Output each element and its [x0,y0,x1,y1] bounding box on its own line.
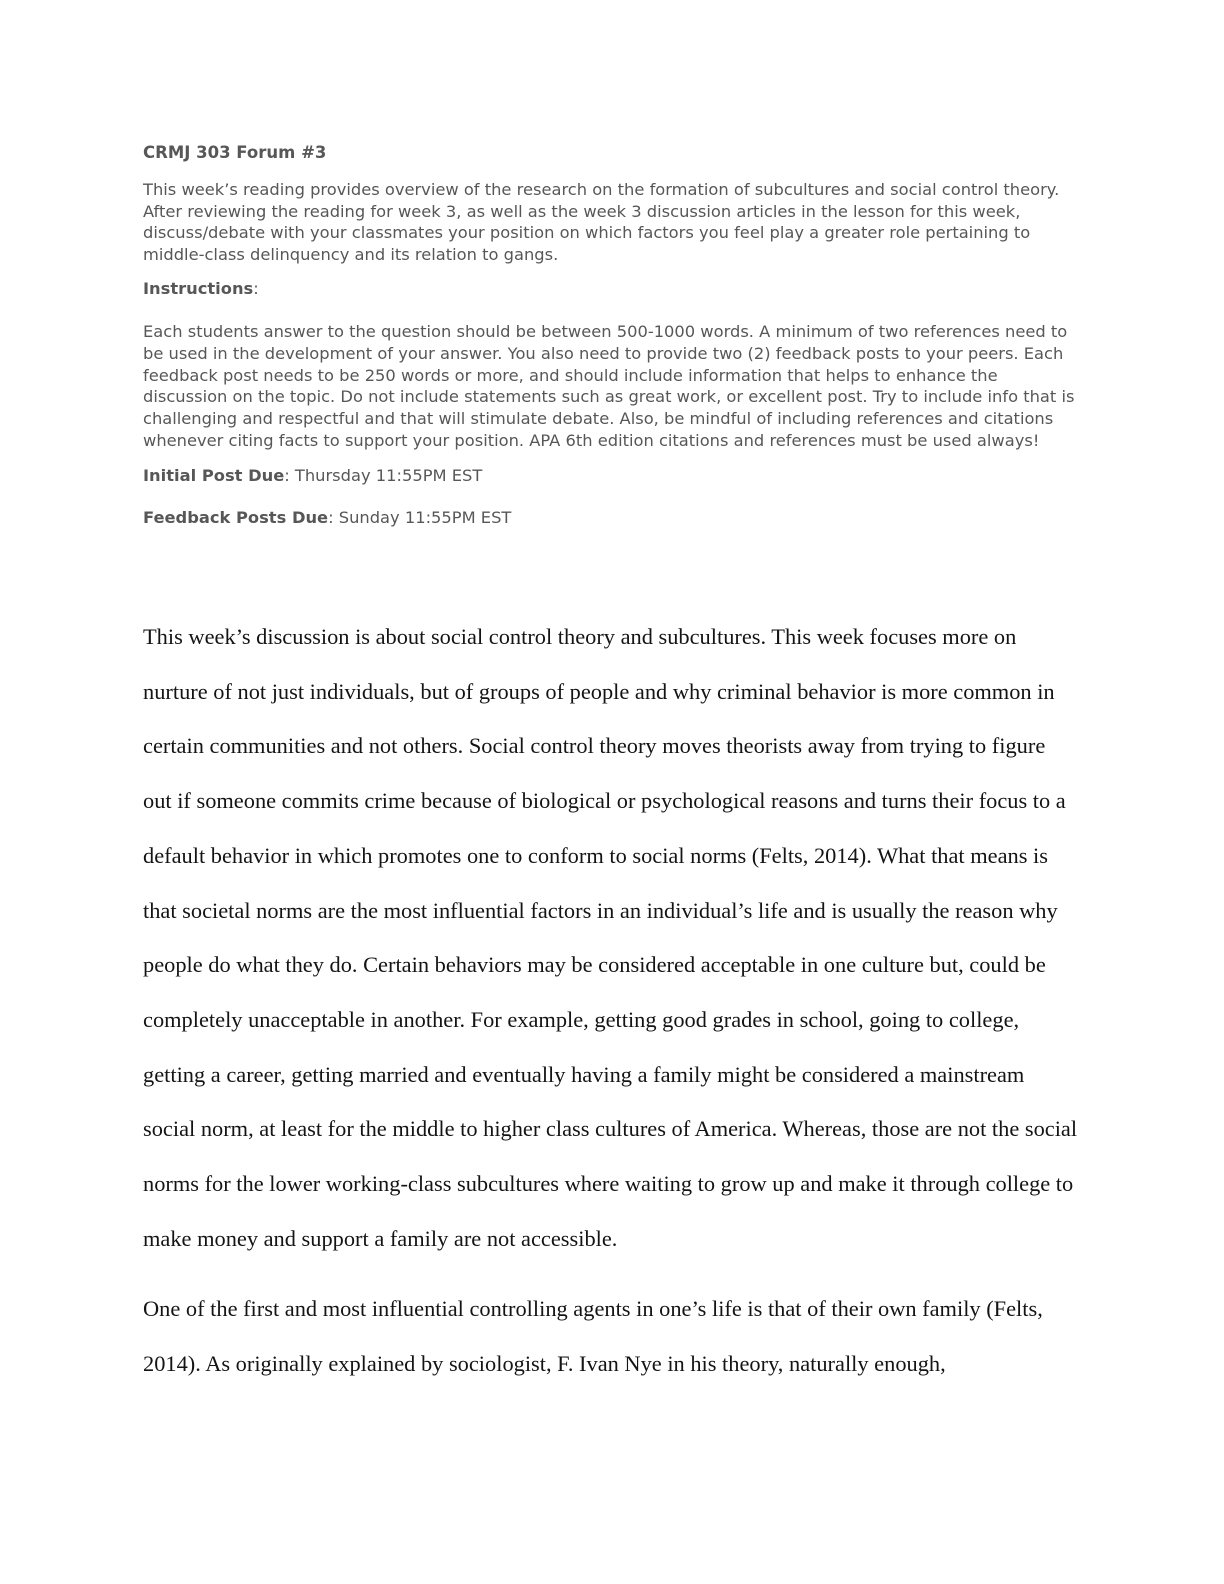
assignment-prompt [143,142,1078,529]
instructions-text: Each students answer to the question should be between 500-1000 words. A minimum of two references need to be used in the development of your answer. You also need to provide two (2) feedback posts to your peers. Each feedback post needs to be 250 words or more, and should include information that helps to enhance the discussion on the topic. Do not include statements such as great work, or excellent post. Try to include info that is challenging and respectful and that will stimulate debate. Also, be mindful of including references and citations whenever citing facts to support your position. APA 6th edition citations and references must be used always! [143,322,1075,450]
essay-paragraph: This week’s discussion is about social control theory and subcultures. This week focuses more on nurture of not just individuals, but of groups of people and why criminal behavior is more common in certain communities and not others. Social control theory moves theorists away from trying to figure out if someone commits crime because of biological or psychological reasons and turns their focus to a default behavior in which promotes one to conform to social norms (Felts, 2014). What that means is that societal norms are the most influential factors in an individual’s life and is usually the reason why people do what they do. Certain behaviors may be considered acceptable in one culture but, could be completely unacceptable in another. For example, getting good grades in school, going to college, getting a career, getting married and eventually having a family might be considered a mainstream social norm, at least for the middle to higher class cultures of America. Whereas, those are not the social norms for the lower working-class subcultures where waiting to grow up and make it through college to make money and support a family are not accessible. [143,624,1078,1251]
feedback-posts-due-value: : Sunday 11:55PM EST [328,507,512,527]
prompt-title: CRMJ 303 Forum #3 [143,143,327,162]
instructions-label: Instructions [143,279,254,298]
instructions-heading [143,278,1078,300]
essay-body [143,610,1078,1392]
feedback-posts-due-label: Feedback Posts Due [143,507,329,527]
prompt-intro: This week’s reading provides overview of the research on the formation of subcultures and social control theory. After reviewing the reading for week 3, as well as the week 3 discussion articles in the lesson for this week, discuss/debate with your classmates your position on which factors you feel play a greater role pertaining to middle-class delinquency and its relation to gangs. [143,180,1060,264]
essay-paragraph: One of the first and most influential controlling agents in one’s life is that of their own family (Felts, 2014). As originally explained by sociologist, F. Ivan Nye in his theory, naturally enough, [143,1296,1043,1377]
initial-post-due-value: : Thursday 11:55PM EST [284,465,483,485]
initial-post-due-label: Initial Post Due [143,465,285,485]
initial-post-due [143,465,1078,487]
instructions-colon: : [253,279,259,298]
feedback-posts-due [143,507,1078,529]
